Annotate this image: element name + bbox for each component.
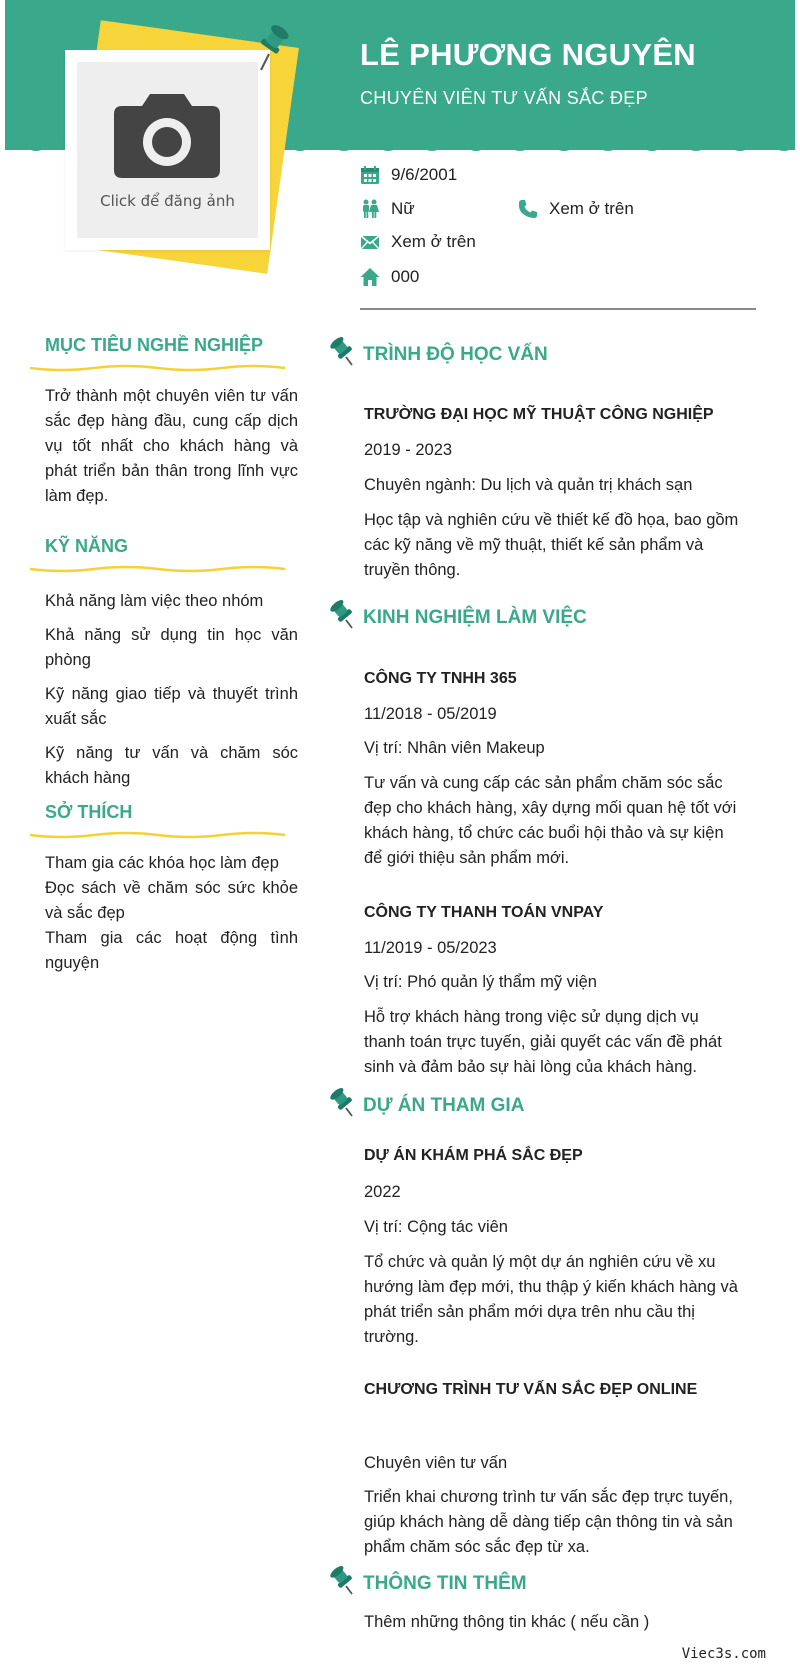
left-column	[30, 330, 298, 976]
photo-upload[interactable]	[77, 62, 258, 238]
education-description: Học tập và nghiên cứu về thiết kế đồ họa, bao gồm các kỹ năng về mỹ thuật, thiết kế sản phẩm và truyền thông.	[364, 511, 739, 579]
skill-item: Kỹ năng tư vấn và chăm sóc khách hàng	[45, 744, 298, 787]
pin-icon	[330, 1566, 358, 1596]
gender-row	[360, 199, 415, 219]
address-value: 000	[391, 267, 420, 286]
email-icon	[360, 232, 380, 252]
education-heading: TRÌNH ĐỘ HỌC VẤN	[363, 344, 548, 365]
project-name: DỰ ÁN KHÁM PHÁ SẮC ĐẸP	[364, 1147, 583, 1164]
hobby-item: Đọc sách về chăm sóc sức khỏe và sắc đẹp	[45, 879, 298, 922]
projects-heading: DỰ ÁN THAM GIA	[363, 1095, 525, 1116]
pin-icon	[249, 22, 291, 74]
email-row	[360, 232, 476, 252]
pin-icon	[330, 337, 358, 367]
project-role: Vị trí: Cộng tác viên	[364, 1218, 508, 1236]
project-description: Tổ chức và quản lý một dự án nghiên cứu về xu hướng làm đẹp mới, thu thập ý kiến khách hàng và phát triển sản phẩm mới dựa trên nhu cầu thị trường.	[364, 1253, 738, 1346]
extra-text: Thêm những thông tin khác ( nếu cần )	[364, 1613, 650, 1631]
candidate-name: LÊ PHƯƠNG NGUYÊN	[360, 37, 696, 72]
objective-text: Trở thành một chuyên viên tư vấn sắc đẹp hàng đầu, cung cấp dịch vụ tốt nhất cho khách hàng và phát triển bản thân trong lĩnh vực làm đẹp.	[45, 387, 298, 505]
hobbies-underline	[30, 829, 285, 841]
company-name: CÔNG TY THANH TOÁN VNPAY	[364, 904, 604, 921]
birthday-row	[360, 165, 457, 185]
skills-heading: KỸ NĂNG	[45, 536, 129, 556]
hobby-item: Tham gia các khóa học làm đẹp	[45, 854, 279, 872]
email-value: Xem ở trên	[391, 232, 476, 251]
job-position: Vị trí: Phó quản lý thẩm mỹ viện	[364, 973, 597, 991]
phone-icon	[518, 199, 538, 219]
skill-item: Khả năng làm việc theo nhóm	[45, 592, 264, 610]
pin-icon	[330, 600, 358, 630]
birthday-value: 9/6/2001	[391, 165, 458, 184]
extra-heading: THÔNG TIN THÊM	[363, 1573, 527, 1594]
project-role: Chuyên viên tư vấn	[364, 1454, 508, 1472]
skill-item: Kỹ năng giao tiếp và thuyết trình xuất sắc	[45, 685, 298, 728]
projects-heading-row	[330, 1094, 524, 1118]
photo-frame	[65, 50, 270, 250]
calendar-icon	[360, 165, 380, 185]
job-position: Vị trí: Nhân viên Makeup	[364, 739, 545, 757]
project-year: 2022	[364, 1183, 401, 1201]
phone-value: Xem ở trên	[549, 199, 634, 218]
objective-underline	[30, 362, 285, 374]
header-divider	[360, 308, 756, 310]
skill-item: Khả năng sử dụng tin học văn phòng	[45, 626, 298, 669]
hobby-item: Tham gia các hoạt động tình nguyện	[45, 929, 298, 972]
camera-icon	[112, 90, 222, 180]
job-description: Tư vấn và cung cấp các sản phẩm chăm sóc sắc đẹp cho khách hàng, xây dựng mối quan hệ tốt với khách hàng, tổ chức các buổi hội thảo và sự kiện để giới thiệu sản phẩm mới.	[364, 774, 737, 867]
education-major: Chuyên ngành: Du lịch và quản trị khách sạn	[364, 476, 693, 494]
gender-icon	[360, 199, 380, 219]
project-name: CHƯƠNG TRÌNH TƯ VẤN SẮC ĐẸP ONLINE	[364, 1381, 698, 1398]
photo-caption[interactable]: Click để đăng ảnh	[100, 192, 235, 210]
address-row	[360, 267, 419, 287]
hobbies-heading: SỞ THÍCH	[45, 802, 133, 822]
job-description: Hỗ trợ khách hàng trong việc sử dụng dịch vụ thanh toán trực tuyến, giải quyết các vấn đề phát sinh và đảm bảo sự hài lòng của khách hàng.	[364, 1008, 722, 1076]
job-title: CHUYÊN VIÊN TƯ VẤN SẮC ĐẸP	[360, 88, 648, 108]
experience-heading-row	[330, 606, 587, 630]
job-period: 11/2018 - 05/2019	[364, 705, 497, 723]
objective-heading: MỤC TIÊU NGHỀ NGHIỆP	[45, 335, 264, 355]
education-heading-row	[330, 343, 548, 367]
school-name: TRƯỜNG ĐẠI HỌC MỸ THUẬT CÔNG NGHIỆP	[364, 406, 714, 423]
extra-heading-row	[330, 1572, 527, 1596]
skills-underline	[30, 563, 285, 575]
home-icon	[360, 267, 380, 287]
experience-heading: KINH NGHIỆM LÀM VIỆC	[363, 607, 587, 628]
company-name: CÔNG TY TNHH 365	[364, 670, 517, 687]
pin-icon	[330, 1088, 358, 1118]
education-period: 2019 - 2023	[364, 441, 453, 459]
phone-row	[518, 199, 634, 219]
gender-value: Nữ	[391, 199, 415, 218]
watermark[interactable]: Viec3s.com	[681, 1646, 766, 1662]
job-period: 11/2019 - 05/2023	[364, 939, 497, 957]
project-description: Triển khai chương trình tư vấn sắc đẹp trực tuyến, giúp khách hàng dễ dàng tiếp cận thông tin và sản phẩm chăm sóc sắc đẹp từ xa.	[364, 1488, 733, 1556]
